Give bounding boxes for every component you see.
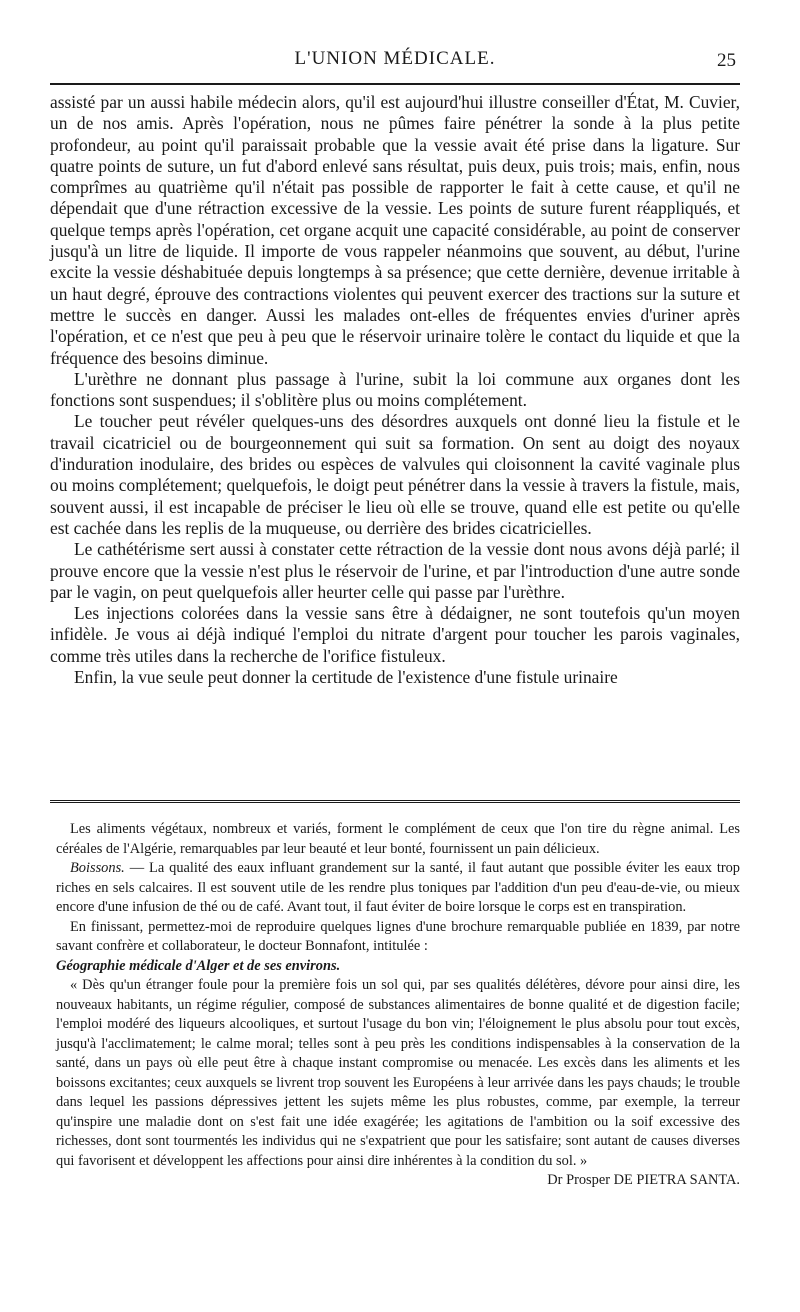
body-paragraph: assisté par un aussi habile médecin alors, qu'il est aujourd'hui illustre conseiller d'État, M. Cuvier, un de nos amis. Après l'opération, nous ne pûmes faire pénétrer la sonde à la plus petite profondeur, au point qu'il paraissait probable que la vessie avait été prise dans la ligature. Sur quatre points de suture, un fut d'abord enlevé sans résultat, puis deux, puis trois; mais, enfin, nous comprîmes au quatrième qu'il n'était pas possible de rapporter le fait à cette cause, et qu'il ne dépendait que d'une rétraction excessive de la vessie. Les points de suture furent réappliqués, et quelque temps après l'opération, cet organe acquit une capacité considérable, au point de conserver jusqu'à un litre de liquide. Il importe de vous rappeler néanmoins que souvent, au début, l'urine excite la vessie déshabituée depuis longtemps à sa présence; que cette dernière, devenue irritable à un haut degré, éprouve des contractions violentes qui peuvent exercer des tractions sur la suture et mettre le succès en danger. Aussi les malades ont-elles de fréquentes envies d'uriner après l'opération, et ce n'est que peu à peu que le réservoir urinaire tolère le contact du liquide et que la fréquence des besoins diminue.	[50, 92, 740, 368]
body-paragraph: L'urèthre ne donnant plus passage à l'urine, subit la loi commune aux organes dont les fonctions sont suspendues; il s'oblitère plus ou moins complétement.	[50, 368, 740, 411]
boissons-text: — La qualité des eaux influant grandement sur la santé, il faut autant que possible éviter les eaux trop riches en sels calcaires. Il est souvent utile de les rendre plus toniques par l'addition d'un peu d'eau-de-vie, ou mieux encore d'une infusion de thé ou de café. Avant tout, il faut éviter de boire lorsque le corps est en transpiration.	[56, 860, 740, 915]
main-text	[50, 92, 740, 688]
book-title: Géographie médicale d'Alger et de ses environs.	[56, 957, 341, 974]
page-number: 25	[717, 50, 736, 71]
header-rule	[50, 83, 740, 85]
body-paragraph: Les injections colorées dans la vessie sans être à dédaigner, ne sont toutefois qu'un moyen infidèle. Je vous ai déjà indiqué l'emploi du nitrate d'argent pour toucher les parois vaginales, comme très utiles dans la recherche de l'orifice fistuleux.	[50, 603, 740, 666]
boissons-label: Boissons.	[70, 860, 125, 876]
running-header	[50, 44, 740, 74]
signature: Dr Prosper DE PIETRA SANTA.	[547, 1172, 740, 1188]
body-paragraph: Le cathétérisme sert aussi à constater cette rétraction de la vessie dont nous avons déjà parlé; il prouve encore que la vessie n'est plus le réservoir de l'urine, et par l'introduction d'une autre sonde par le vagin, on peut quelquefois aller heurter celle qui passe par l'urèthre.	[50, 539, 740, 602]
note-paragraph: En finissant, permettez-moi de reproduire quelques lignes d'une brochure remarquable publiée en 1839, par notre savant confrère et collaborateur, le docteur Bonnafont, intitulée :	[56, 918, 740, 954]
note-paragraph: Les aliments végétaux, nombreux et variés, forment le complément de ceux que l'on tire du règne animal. Les céréales de l'Algérie, remarquables par leur beauté et leur bonté, fournissent un pain délicieux.	[56, 821, 740, 857]
body-paragraph: Le toucher peut révéler quelques-uns des désordres auxquels ont donné lieu la fistule et le travail cicatriciel ou de bourgeonnement qui suit sa formation. On sent au doigt des noyaux d'induration inodulaire, des brides ou espèces de valvules qui cloisonnent la cavité vaginale plus ou moins complétement; quelquefois, le doigt peut pénétrer dans la vessie à travers la fistule, mais, souvent aussi, il est incapable de préciser le lieu où elle se trouve, quand elle est petite ou qu'elle est cachée dans les replis de la muqueuse, ou derrière des brides cicatricielles.	[50, 411, 740, 538]
note-paragraph	[56, 859, 740, 918]
journal-title: L'UNION MÉDICALE.	[294, 48, 496, 69]
body-paragraph: Enfin, la vue seule peut donner la certitude de l'existence d'une fistule urinaire	[74, 667, 618, 688]
feuilleton-divider	[50, 800, 740, 806]
feuilleton-text	[56, 820, 740, 1191]
quote-paragraph: « Dès qu'un étranger foule pour la première fois un sol qui, par ses qualités délétères, dévore pour ainsi dire, les nouveaux habitants, un régime régulier, composé de substances alimentaires de bonne qualité et de digestion facile; l'emploi modéré des liqueurs alcooliques, et surtout l'usage du bon vin; l'éloignement le plus absolu pour tout excès, jusqu'à l'acclimatement; le calme moral; telles sont à peu près les conditions indispensables à la conservation de la santé, dans un pays où elle peut être à chaque instant compromise ou menacée. Les excès dans les aliments et les boissons excitantes; ceux auxquels se livrent trop souvent les Européens à leur arrivée dans les pays chauds; le trouble dans lequel les passions dépressives jettent les sujets même les plus robustes, comme, par exemple, la terreur qu'inspire une maladie dont on s'est fait une idée exagérée; les agitations de l'ambition ou la soif excessive des richesses, dont sont tourmentés les individus qui ne s'expatrient que pour les satisfaire; sont autant de causes diverses qui favorisent et développent les affections pour ainsi dire inhérentes à la condition du sol. »	[56, 977, 740, 1169]
